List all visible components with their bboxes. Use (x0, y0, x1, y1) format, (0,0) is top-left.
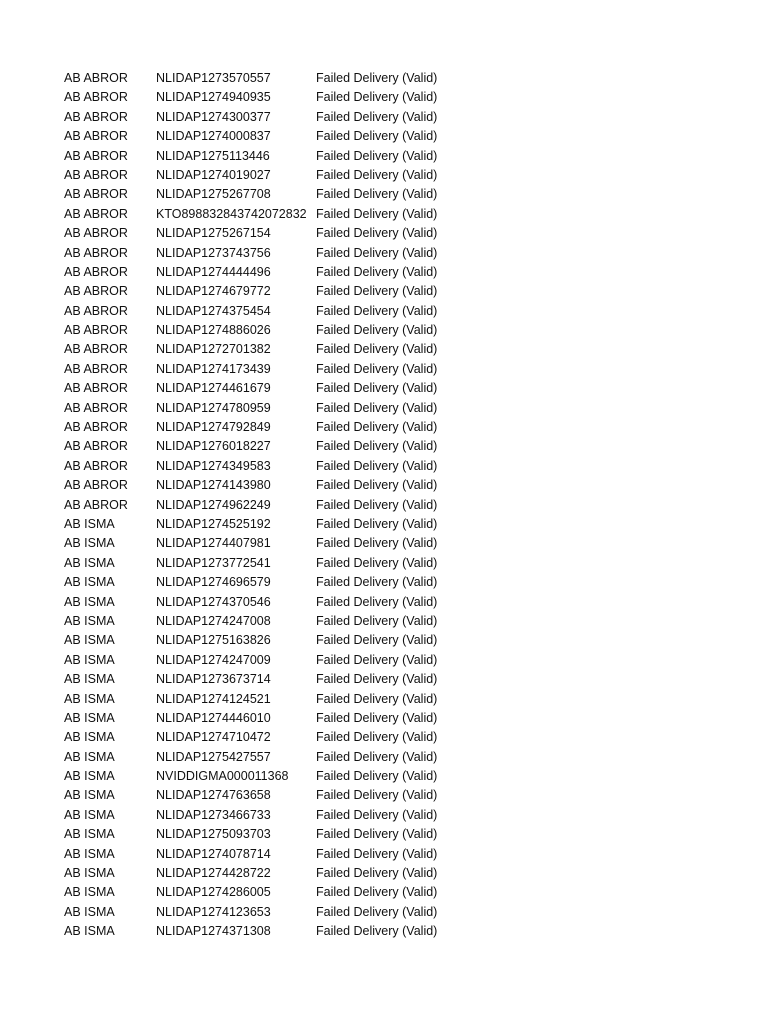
status-cell: Failed Delivery (Valid) (316, 672, 438, 687)
status-cell: Failed Delivery (Valid) (316, 148, 438, 163)
status-cell: Failed Delivery (Valid) (316, 245, 438, 260)
status-cell: Failed Delivery (Valid) (316, 594, 438, 609)
tracking-number-cell: NLIDAP1272701382 (156, 342, 271, 357)
name-cell: AB ISMA (64, 730, 115, 745)
table-row (64, 786, 754, 805)
name-cell: AB ABROR (64, 439, 128, 454)
name-cell: AB ABROR (64, 284, 128, 299)
tracking-number-cell: NLIDAP1274286005 (156, 885, 271, 900)
name-cell: AB ABROR (64, 245, 128, 260)
tracking-number-cell: NLIDAP1275163826 (156, 633, 271, 648)
tracking-number-cell: NLIDAP1274696579 (156, 575, 271, 590)
name-cell: AB ABROR (64, 187, 128, 202)
tracking-number-cell: NLIDAP1274446010 (156, 710, 271, 725)
name-cell: AB ISMA (64, 536, 115, 551)
table-row (64, 127, 754, 146)
status-cell: Failed Delivery (Valid) (316, 924, 438, 939)
status-cell: Failed Delivery (Valid) (316, 749, 438, 764)
tracking-number-cell: NLIDAP1274375454 (156, 303, 271, 318)
name-cell: AB ISMA (64, 516, 115, 531)
tracking-number-cell: NLIDAP1274444496 (156, 264, 271, 279)
table-row (64, 147, 754, 166)
name-cell: AB ISMA (64, 710, 115, 725)
status-cell: Failed Delivery (Valid) (316, 342, 438, 357)
tracking-number-cell: NLIDAP1274300377 (156, 109, 271, 124)
table-row (64, 437, 754, 456)
status-cell: Failed Delivery (Valid) (316, 284, 438, 299)
tracking-number-cell: NLIDAP1273570557 (156, 71, 271, 85)
table-row (64, 825, 754, 844)
name-cell: AB ABROR (64, 458, 128, 473)
name-cell: AB ABROR (64, 361, 128, 376)
status-cell: Failed Delivery (Valid) (316, 613, 438, 628)
name-cell: AB ISMA (64, 769, 115, 784)
tracking-number-cell: NLIDAP1274428722 (156, 866, 271, 881)
name-cell: AB ABROR (64, 109, 128, 124)
tracking-number-cell: NLIDAP1274461679 (156, 381, 271, 396)
table-row (64, 690, 754, 709)
table-row (64, 593, 754, 612)
name-cell: AB ISMA (64, 846, 115, 861)
table-row (64, 864, 754, 883)
tracking-number-cell: NLIDAP1274370546 (156, 594, 271, 609)
status-cell: Failed Delivery (Valid) (316, 730, 438, 745)
name-cell: AB ISMA (64, 633, 115, 648)
name-cell: AB ISMA (64, 594, 115, 609)
table-row (64, 360, 754, 379)
status-cell: Failed Delivery (Valid) (316, 904, 438, 919)
name-cell: AB ABROR (64, 264, 128, 279)
status-cell: Failed Delivery (Valid) (316, 129, 438, 144)
tracking-number-cell: NLIDAP1276018227 (156, 439, 271, 454)
tracking-number-cell: NVIDDIGMA000011368 (156, 769, 289, 784)
status-cell: Failed Delivery (Valid) (316, 264, 438, 279)
tracking-number-cell: NLIDAP1274792849 (156, 420, 271, 435)
status-cell: Failed Delivery (Valid) (316, 536, 438, 551)
status-cell: Failed Delivery (Valid) (316, 71, 438, 85)
table-row (64, 845, 754, 864)
name-cell: AB ISMA (64, 691, 115, 706)
status-cell: Failed Delivery (Valid) (316, 710, 438, 725)
name-cell: AB ISMA (64, 555, 115, 570)
table-row (64, 282, 754, 301)
tracking-number-cell: NLIDAP1275093703 (156, 827, 271, 842)
name-cell: AB ABROR (64, 497, 128, 512)
table-row (64, 418, 754, 437)
status-cell: Failed Delivery (Valid) (316, 90, 438, 105)
tracking-number-cell: NLIDAP1275427557 (156, 749, 271, 764)
status-cell: Failed Delivery (Valid) (316, 420, 438, 435)
table-row (64, 379, 754, 398)
table-row (64, 515, 754, 534)
table-row (64, 321, 754, 340)
status-cell: Failed Delivery (Valid) (316, 206, 438, 221)
status-cell: Failed Delivery (Valid) (316, 516, 438, 531)
status-cell: Failed Delivery (Valid) (316, 846, 438, 861)
table-row (64, 476, 754, 495)
table-row (64, 612, 754, 631)
status-cell: Failed Delivery (Valid) (316, 361, 438, 376)
table-row (64, 631, 754, 650)
status-cell: Failed Delivery (Valid) (316, 109, 438, 124)
name-cell: AB ABROR (64, 71, 128, 85)
name-cell: AB ISMA (64, 827, 115, 842)
table-row (64, 922, 754, 941)
name-cell: AB ISMA (64, 613, 115, 628)
table-row (64, 302, 754, 321)
name-cell: AB ISMA (64, 807, 115, 822)
table-row (64, 399, 754, 418)
tracking-number-cell: NLIDAP1273772541 (156, 555, 271, 570)
status-cell: Failed Delivery (Valid) (316, 187, 438, 202)
name-cell: AB ABROR (64, 478, 128, 493)
name-cell: AB ABROR (64, 323, 128, 338)
tracking-number-cell: NLIDAP1274525192 (156, 516, 271, 531)
name-cell: AB ISMA (64, 749, 115, 764)
table-row (64, 263, 754, 282)
tracking-number-cell: NLIDAP1274019027 (156, 167, 271, 182)
name-cell: AB ABROR (64, 206, 128, 221)
table-row (64, 205, 754, 224)
tracking-number-cell: NLIDAP1274371308 (156, 924, 271, 939)
name-cell: AB ABROR (64, 167, 128, 182)
name-cell: AB ISMA (64, 575, 115, 590)
name-cell: AB ISMA (64, 672, 115, 687)
tracking-number-cell: NLIDAP1274710472 (156, 730, 271, 745)
status-cell: Failed Delivery (Valid) (316, 633, 438, 648)
status-cell: Failed Delivery (Valid) (316, 866, 438, 881)
tracking-number-cell: NLIDAP1275113446 (156, 148, 270, 163)
name-cell: AB ISMA (64, 924, 115, 939)
name-cell: AB ABROR (64, 90, 128, 105)
table-row (64, 573, 754, 592)
table-row (64, 108, 754, 127)
table-row (64, 728, 754, 747)
table-row (64, 496, 754, 515)
status-cell: Failed Delivery (Valid) (316, 555, 438, 570)
name-cell: AB ISMA (64, 788, 115, 803)
tracking-number-cell: NLIDAP1274247008 (156, 613, 271, 628)
name-cell: AB ABROR (64, 226, 128, 241)
name-cell: AB ABROR (64, 381, 128, 396)
table-row (64, 554, 754, 573)
table-row (64, 709, 754, 728)
table-row (64, 457, 754, 476)
status-cell: Failed Delivery (Valid) (316, 652, 438, 667)
tracking-number-cell: NLIDAP1274940935 (156, 90, 271, 105)
table-row (64, 166, 754, 185)
tracking-number-cell: NLIDAP1274780959 (156, 400, 271, 415)
table-row (64, 651, 754, 670)
tracking-number-cell: NLIDAP1274763658 (156, 788, 271, 803)
name-cell: AB ABROR (64, 129, 128, 144)
table-row (64, 767, 754, 786)
status-cell: Failed Delivery (Valid) (316, 575, 438, 590)
table-row (64, 883, 754, 902)
tracking-number-cell: NLIDAP1274349583 (156, 458, 271, 473)
table-row (64, 340, 754, 359)
status-cell: Failed Delivery (Valid) (316, 323, 438, 338)
table-row (64, 534, 754, 553)
status-cell: Failed Delivery (Valid) (316, 303, 438, 318)
tracking-number-cell: NLIDAP1275267154 (156, 226, 271, 241)
table-row (64, 806, 754, 825)
table-row (64, 224, 754, 243)
tracking-number-cell: NLIDAP1274247009 (156, 652, 271, 667)
tracking-number-cell: NLIDAP1273673714 (156, 672, 271, 687)
status-cell: Failed Delivery (Valid) (316, 381, 438, 396)
name-cell: AB ABROR (64, 342, 128, 357)
status-cell: Failed Delivery (Valid) (316, 167, 438, 182)
name-cell: AB ABROR (64, 420, 128, 435)
table-row (64, 88, 754, 107)
tracking-number-cell: NLIDAP1274123653 (156, 904, 271, 919)
status-cell: Failed Delivery (Valid) (316, 226, 438, 241)
name-cell: AB ABROR (64, 148, 128, 163)
tracking-number-cell: NLIDAP1275267708 (156, 187, 271, 202)
tracking-number-cell: NLIDAP1274962249 (156, 497, 271, 512)
status-cell: Failed Delivery (Valid) (316, 400, 438, 415)
tracking-number-cell: NLIDAP1274143980 (156, 478, 271, 493)
tracking-number-cell: NLIDAP1273466733 (156, 807, 271, 822)
table-row (64, 903, 754, 922)
status-cell: Failed Delivery (Valid) (316, 478, 438, 493)
tracking-number-cell: NLIDAP1274173439 (156, 361, 271, 376)
tracking-number-cell: NLIDAP1274078714 (156, 846, 271, 861)
name-cell: AB ISMA (64, 885, 115, 900)
status-cell: Failed Delivery (Valid) (316, 885, 438, 900)
tracking-number-cell: NLIDAP1274886026 (156, 323, 271, 338)
status-cell: Failed Delivery (Valid) (316, 769, 438, 784)
name-cell: AB ABROR (64, 400, 128, 415)
status-cell: Failed Delivery (Valid) (316, 439, 438, 454)
tracking-number-cell: NLIDAP1274679772 (156, 284, 271, 299)
status-cell: Failed Delivery (Valid) (316, 691, 438, 706)
name-cell: AB ISMA (64, 652, 115, 667)
status-cell: Failed Delivery (Valid) (316, 788, 438, 803)
table-row (64, 69, 754, 88)
tracking-number-cell: NLIDAP1274000837 (156, 129, 271, 144)
delivery-table (64, 69, 754, 942)
table-row (64, 244, 754, 263)
tracking-number-cell: NLIDAP1273743756 (156, 245, 271, 260)
status-cell: Failed Delivery (Valid) (316, 458, 438, 473)
status-cell: Failed Delivery (Valid) (316, 807, 438, 822)
tracking-number-cell: NLIDAP1274124521 (156, 691, 271, 706)
status-cell: Failed Delivery (Valid) (316, 497, 438, 512)
name-cell: AB ISMA (64, 904, 115, 919)
table-row (64, 670, 754, 689)
name-cell: AB ISMA (64, 866, 115, 881)
tracking-number-cell: NLIDAP1274407981 (156, 536, 271, 551)
status-cell: Failed Delivery (Valid) (316, 827, 438, 842)
table-row (64, 748, 754, 767)
table-row (64, 185, 754, 204)
name-cell: AB ABROR (64, 303, 128, 318)
tracking-number-cell: KTO898832843742072832 (156, 206, 307, 221)
